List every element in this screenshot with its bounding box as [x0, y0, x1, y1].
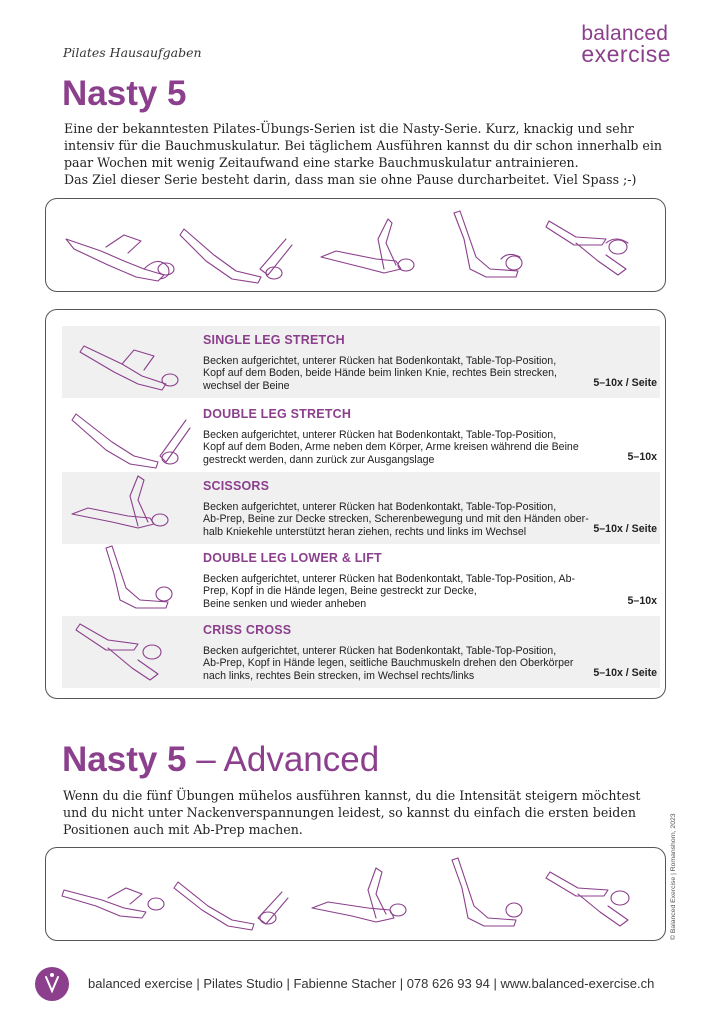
exercise-list: [45, 309, 666, 699]
exercise-reps: 5–10x / Seite: [593, 667, 657, 679]
advanced-double-leg-stretch-figure: [174, 882, 288, 930]
copyright-note: © Balanced Exercise | Romanshorn, 2023: [670, 813, 677, 940]
brand-logo: [581, 22, 671, 67]
exercise-reps: 5–10x / Seite: [593, 523, 657, 535]
exercise-row-scissors: [62, 472, 660, 544]
description-line: Ab-Prep, Beine zur Decke strecken, Scherenbewegung und mit den Händen ober-: [203, 513, 589, 526]
advanced-scissors-figure: [312, 868, 406, 922]
description-line: wechsel der Beine: [203, 379, 290, 392]
advanced-single-leg-stretch-figure: [62, 888, 164, 918]
document-subtitle: Pilates Hausaufgaben: [63, 45, 202, 60]
advanced-overview-figures: [45, 847, 666, 941]
criss-cross-icon: [62, 616, 200, 688]
description-line: Becken aufgerichtet, unterer Rücken hat Bodenkontakt, Table-Top-Position,: [203, 501, 557, 513]
exercise-description: [203, 429, 648, 466]
intro-paragraph-1: Eine der bekanntesten Pilates-Übungs-Serien ist die Nasty-Serie. Kurz, knackig und sehr intensiv für die Bauchmuskulatur. Bei täglichem Ausführen kannst du dir schon innerhalb ein paar Wochen mit wenig Zeitaufwand eine starke Bauchmuskulatur antrainieren.: [64, 121, 663, 170]
description-line: Prep, Kopf in die Hände legen, Beine gestreckt zur Decke,: [203, 585, 477, 598]
exercise-name: CRISS CROSS: [203, 623, 292, 637]
description-line: Beine senken und wieder anheben: [203, 597, 367, 610]
scissors-figure: [321, 219, 414, 273]
exercise-description: [203, 355, 648, 392]
description-line: Becken aufgerichtet, unterer Rücken hat Bodenkontakt, Table-Top-Position,: [203, 355, 557, 367]
intro-text: [64, 120, 664, 188]
exercise-name: SINGLE LEG STRETCH: [203, 333, 345, 347]
footer-contact: balanced exercise | Pilates Studio | Fabienne Stacher | 078 626 93 94 | www.balanced-exercise.ch: [88, 976, 655, 991]
criss-cross-figure: [546, 221, 628, 275]
single-leg-stretch-icon: [62, 326, 200, 398]
double-leg-stretch-icon: [62, 400, 200, 472]
exercise-name: DOUBLE LEG LOWER & LIFT: [203, 551, 382, 565]
advanced-double-leg-lower-lift-figure: [452, 858, 522, 926]
advanced-title: [62, 740, 379, 780]
description-line: Kopf auf dem Boden, beide Hände beim linken Knie, rechtes Bein strecken,: [203, 367, 557, 380]
advanced-text: [63, 787, 663, 838]
double-leg-lower-lift-figure: [454, 211, 522, 277]
exercise-description: [203, 645, 648, 682]
intro-paragraph-2: Das Ziel dieser Serie besteht darin, dass man sie ohne Pause durcharbeitet. Viel Spass ;-): [64, 172, 637, 187]
exercise-description: [203, 573, 648, 610]
single-leg-stretch-figure: [66, 235, 174, 281]
description-line: Ab-Prep, Kopf in Hände legen, seitliche Bauchmuskeln drehen den Oberkörper: [203, 657, 574, 670]
advanced-title-bold: Nasty 5: [62, 740, 187, 779]
page-title: Nasty 5: [62, 74, 187, 113]
description-line: Becken aufgerichtet, unterer Rücken hat Bodenkontakt, Table-Top-Position,: [203, 429, 557, 441]
exercise-name: DOUBLE LEG STRETCH: [203, 407, 352, 421]
exercise-row-double-leg-lower-lift: [62, 544, 660, 616]
double-leg-stretch-figure: [180, 229, 292, 283]
scissors-icon: [62, 472, 200, 544]
description-line: Kopf auf dem Boden, Arme neben dem Körper, Arme kreisen während die Beine: [203, 441, 579, 454]
logo-line1: balanced: [581, 22, 669, 45]
description-line: halb Kniekehle unterstützt heran ziehen, rechts und links im Wechsel: [203, 525, 527, 538]
description-line: nach links, rechtes Bein strecken, im Wechsel rechts/links: [203, 669, 475, 682]
description-line: Becken aufgerichtet, unterer Rücken hat Bodenkontakt, Table-Top-Position, Ab-: [203, 573, 575, 585]
exercise-row-double-leg-stretch: [62, 400, 660, 472]
exercise-reps: 5–10x: [627, 451, 657, 463]
double-leg-lower-lift-icon: [62, 544, 200, 616]
advanced-paragraph: Wenn du die fünf Übungen mühelos ausführen kannst, du die Intensität steigern möchtest und du nicht unter Nackenverspannungen leidest, so kannst du einfach die ersten beiden Positionen auch mit Ab-Prep machen.: [63, 788, 641, 837]
exercise-reps: 5–10x / Seite: [593, 377, 657, 389]
advanced-title-rest: – Advanced: [186, 740, 380, 779]
description-line: Becken aufgerichtet, unterer Rücken hat Bodenkontakt, Table-Top-Position,: [203, 645, 557, 657]
exercise-row-criss-cross: [62, 616, 660, 688]
exercise-reps: 5–10x: [627, 595, 657, 607]
exercise-name: SCISSORS: [203, 479, 270, 493]
description-line: gestreckt werden, dann zurück zur Ausgangslage: [203, 453, 435, 466]
exercise-overview-figures: [45, 198, 666, 292]
advanced-criss-cross-figure: [546, 872, 629, 926]
exercise-row-single-leg-stretch: [62, 326, 660, 398]
logo-line2: exercise: [581, 41, 671, 67]
footer-logo-icon: [35, 967, 69, 1001]
exercise-description: [203, 501, 648, 538]
